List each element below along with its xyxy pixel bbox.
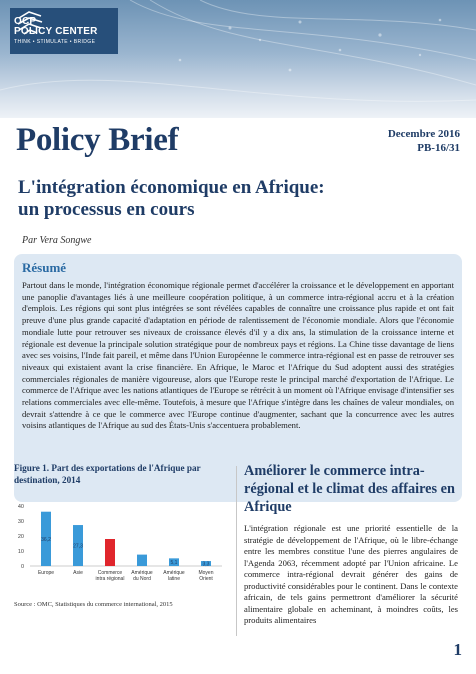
data-label: 27,3 — [73, 543, 83, 550]
y-tick-label: 40 — [17, 504, 24, 510]
x-tick-label: intra régional — [95, 576, 125, 582]
page-number: 1 — [453, 640, 462, 659]
x-tick-label: Orient — [199, 576, 213, 582]
article-title-line2: un processus en cours — [18, 198, 195, 220]
logo-tagline: THINK • STIMULATE • BRIDGE — [14, 39, 96, 45]
figure-title: Figure 1. Part des exportations de l'Afrique par destination, 2014 — [14, 463, 201, 485]
author-byline: Par Vera Songwe — [22, 235, 92, 246]
x-tick-label: du Nord — [133, 576, 151, 582]
y-tick-label: 0 — [20, 564, 24, 570]
figure-source: Source : OMC, Statistiques du commerce international, 2015 — [14, 601, 173, 608]
column-divider — [236, 466, 237, 636]
data-label: 36,2 — [41, 536, 51, 543]
article-title — [18, 177, 458, 221]
logo-subname: POLICY CENTER — [14, 26, 98, 37]
section-text: L'intégration régionale est une priorité essentielle de la stratégie de développement de l'Afrique, où le libre-échange entre les membres constitue l'une des pierres angulaires de l'Agenda 2063, récemment adopté par l'Union africaine. Le commerce intra-régional devrait générer des gains de productivité considérables pour le continent. Dans le contexte africain, de tels gains permettront d'améliorer la sécurité alimentaire globale en acheminant, à moindres coûts, les produits alimentaires — [244, 523, 458, 625]
exports-bar-chart — [8, 500, 230, 596]
x-tick-label: Europe — [37, 570, 55, 576]
issue-date: Decembre 2016 — [387, 128, 460, 140]
data-label: 3,3 — [202, 561, 210, 568]
globe-grid-icon — [15, 8, 45, 38]
document-type-title: Policy Brief — [16, 122, 179, 158]
x-tick-label: Asie — [73, 570, 83, 576]
x-tick-label: latine — [168, 576, 180, 582]
x-tick-label: Amérique — [131, 570, 153, 576]
ocp-logo — [10, 8, 118, 54]
bar — [105, 539, 115, 566]
x-tick-label: Commerce — [97, 570, 123, 576]
issue-code: PB-16/31 — [417, 142, 460, 154]
x-tick-label: Moyen — [198, 570, 214, 576]
section-heading: Améliorer le commerce intra-régional et le climat des affaires en Afrique — [244, 463, 455, 515]
y-tick-label: 20 — [17, 534, 24, 540]
x-tick-label: Amérique — [163, 570, 185, 576]
summary-heading: Résumé — [22, 260, 67, 275]
bar — [137, 555, 147, 566]
article-title-line1: L'intégration économique en Afrique: — [18, 177, 325, 198]
summary-text: Partout dans le monde, l'intégration économique régionale permet d'accélérer la croissance et le développement en apportant une panoplie d'avantages liés à une meilleure coopération politique, à un commerce intra-régional accru et à la création d'emplois. Les régions qui sont plus intégrées se sont révélées capables de connaître une croissance plus rapide et ont fait preuve d'une plus grande capacité d'adaptation en période de ralentissement de l'économie mondiale. Alors que l'économie mondiale lutte pour retrouver ses niveaux de croissance élevés d'il y a dix ans, la stimulation de la croissance interne et régionale est devenue la principale solution stratégique pour de nombreux pays et régions. La Chine tisse davantage de liens avec ses voisins, l'Inde fait pareil, et même dans l'Union Européenne le commerce intra-régional est en passe de retrouver ses niveaux qui existaient avant la crise financière. En Afrique, le Maroc et l'Afrique du Sud adoptent aussi des stratégies commerciales régionales de manière vigoureuse, alors que l'Europe reste le principal marché d'exportation de l'Afrique. Le commerce de l'Afrique avec les nations atlantiques de l'Europe se rétrécit à un moment où l'Afrique envisage d'intensifier ses relations commerciales avec elle-même. Toutefois, à mesure que l'Afrique s'intègre dans les chaînes de valeur mondiales, on devrait s'attendre à ce que le commerce avec l'Europe continue d'augmenter, sachant que la concurrence avec les autres voisins atlantiques de l'Afrique au sud des États-Unis s'accentuera probablement. — [22, 280, 454, 431]
y-tick-label: 30 — [17, 519, 24, 525]
logo-name: OCP — [14, 16, 37, 27]
header-banner — [0, 0, 476, 118]
data-label: 5,1 — [170, 560, 178, 567]
y-tick-label: 10 — [17, 549, 24, 555]
